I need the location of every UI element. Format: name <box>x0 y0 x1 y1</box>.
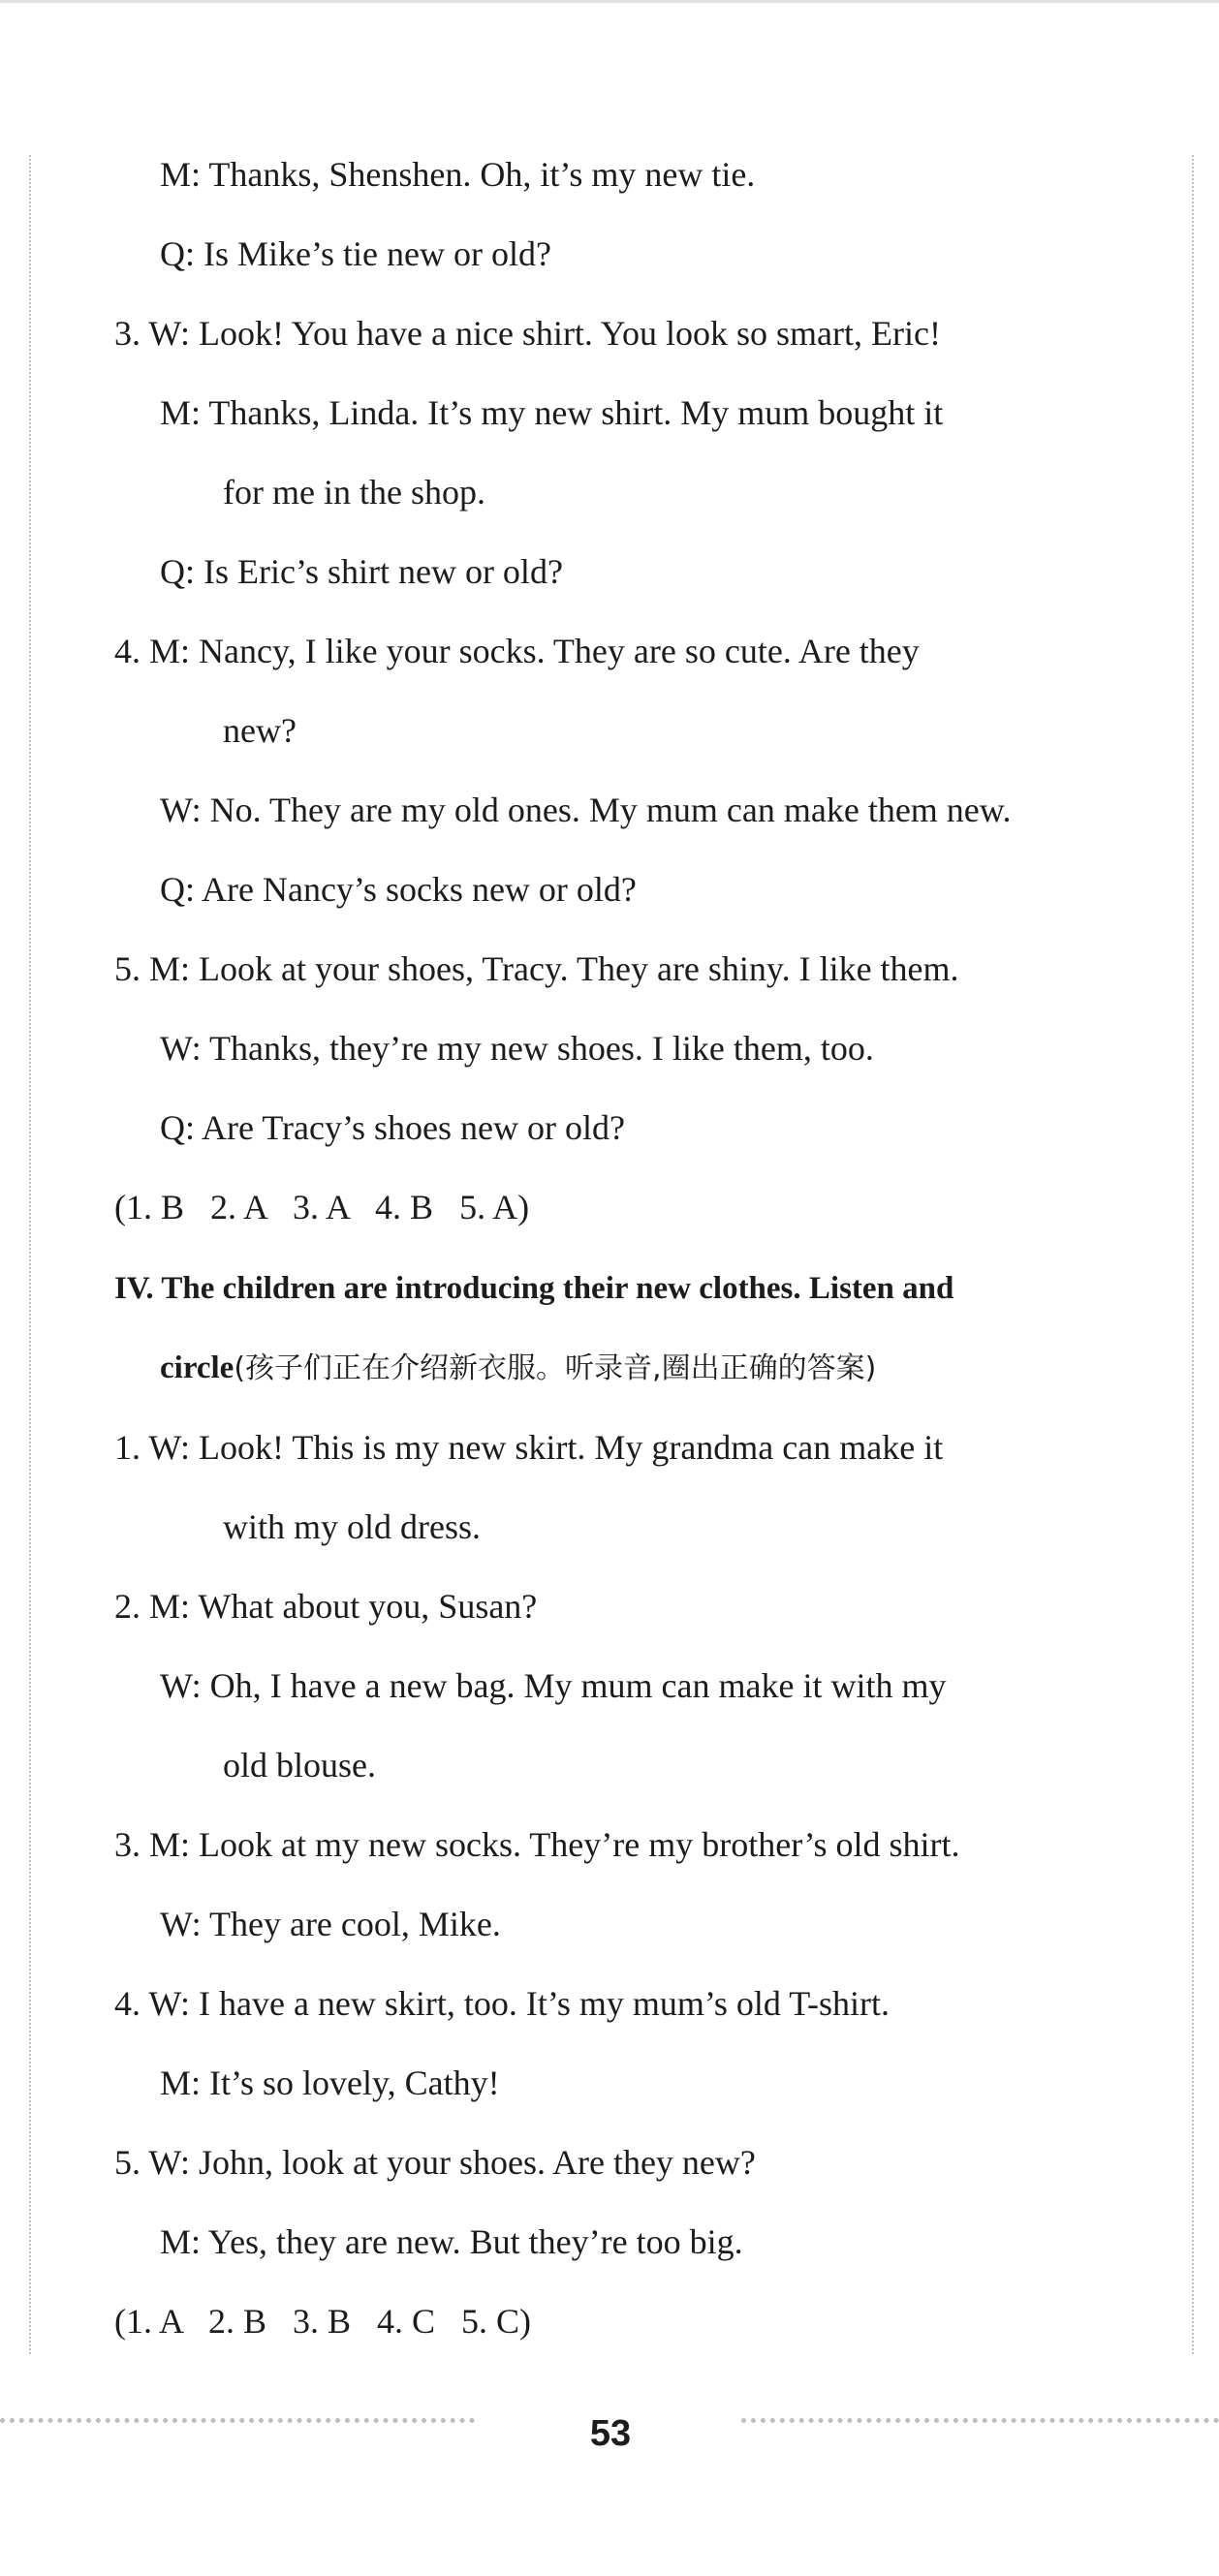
dialogue-line: W: They are cool, Mike. <box>160 1905 501 1943</box>
dialogue-line: with my old dress. <box>223 1507 481 1546</box>
dialogue-line: M: It’s so lovely, Cathy! <box>160 2064 500 2102</box>
question-line: Q: Are Tracy’s shoes new or old? <box>160 1108 625 1147</box>
dialogue-line: 3. W: Look! You have a nice shirt. You look so smart, Eric! <box>114 314 941 353</box>
left-margin-rule <box>29 155 31 2354</box>
dialogue-line: M: Thanks, Linda. It’s my new shirt. My mum bought it <box>160 393 944 432</box>
dialogue-line: M: Thanks, Shenshen. Oh, it’s my new tie. <box>160 155 756 194</box>
page-number: 53 <box>589 2413 632 2454</box>
section-heading-continued <box>160 1347 876 1390</box>
dialogue-line: W: Oh, I have a new bag. My mum can make it with my <box>160 1666 947 1705</box>
dialogue-line: for me in the shop. <box>223 473 485 512</box>
answer-key: (1. A 2. B 3. B 4. C 5. C) <box>114 2302 532 2341</box>
dialogue-line: old blouse. <box>223 1746 376 1785</box>
chinese-instruction: (孩子们正在介绍新衣服。听录音,圈出正确的答案) <box>234 1351 877 1385</box>
right-margin-rule <box>1192 155 1194 2354</box>
dialogue-line: 3. M: Look at my new socks. They’re my brother’s old shirt. <box>114 1825 960 1864</box>
section-heading: IV. The children are introducing their new clothes. Listen and <box>114 1271 954 1306</box>
question-line: Q: Is Eric’s shirt new or old? <box>160 552 563 591</box>
top-border <box>0 0 1219 3</box>
question-line: Q: Is Mike’s tie new or old? <box>160 234 551 273</box>
footer-rule-right <box>741 2418 1219 2423</box>
dialogue-line: W: Thanks, they’re my new shoes. I like them, too. <box>160 1029 874 1068</box>
answer-key: (1. B 2. A 3. A 4. B 5. A) <box>114 1188 530 1226</box>
footer-rule-left <box>0 2418 475 2423</box>
dialogue-line: 2. M: What about you, Susan? <box>114 1587 538 1626</box>
dialogue-line: 5. W: John, look at your shoes. Are they new? <box>114 2143 756 2182</box>
dialogue-line: 5. M: Look at your shoes, Tracy. They are shiny. I like them. <box>114 949 959 988</box>
dialogue-line: 1. W: Look! This is my new skirt. My grandma can make it <box>114 1428 944 1467</box>
question-line: Q: Are Nancy’s socks new or old? <box>160 870 637 909</box>
heading-word: circle <box>160 1350 234 1385</box>
dialogue-line: 4. M: Nancy, I like your socks. They are so cute. Are they <box>114 632 920 670</box>
dialogue-line: new? <box>223 711 297 750</box>
dialogue-line: 4. W: I have a new skirt, too. It’s my mum’s old T-shirt. <box>114 1984 890 2023</box>
dialogue-line: W: No. They are my old ones. My mum can make them new. <box>160 791 1012 829</box>
dialogue-line: M: Yes, they are new. But they’re too big. <box>160 2222 743 2261</box>
